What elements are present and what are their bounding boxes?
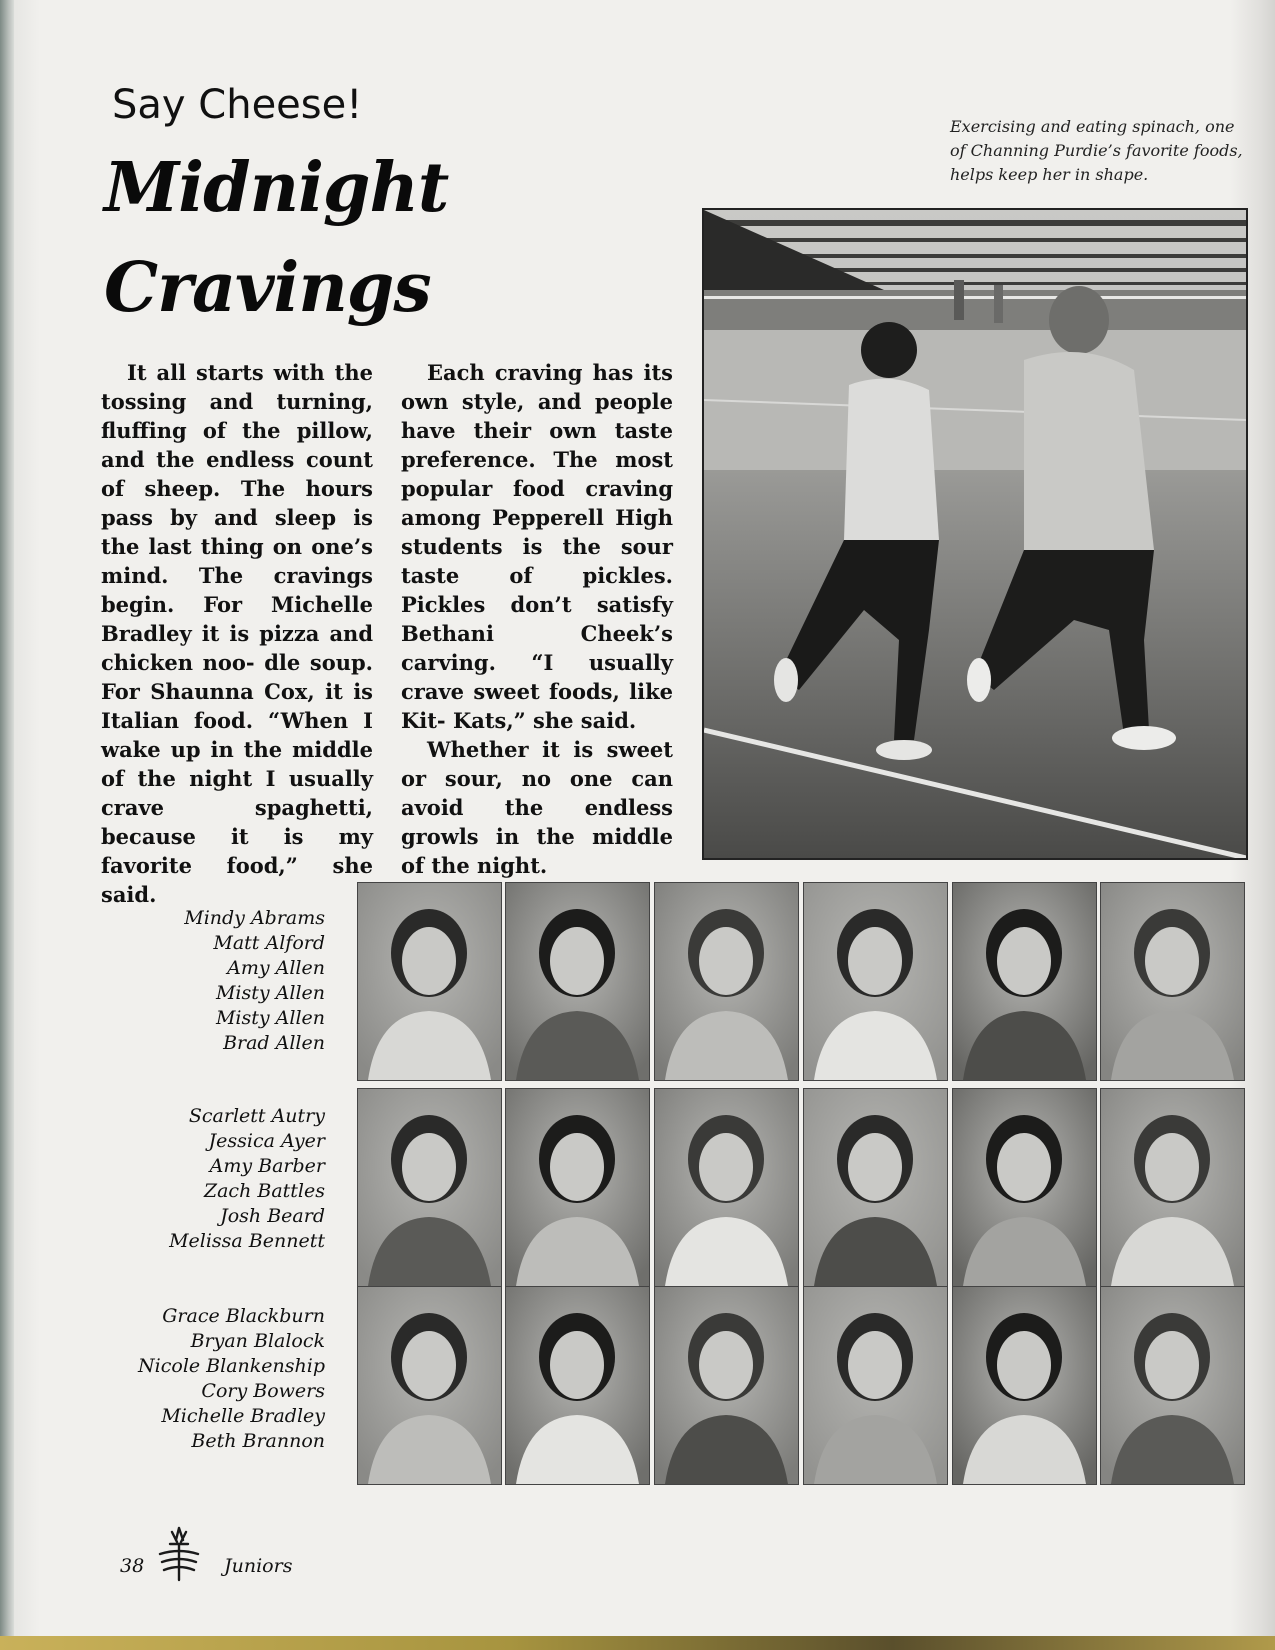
student-name: Melissa Bennett [169,1230,325,1252]
student-portrait [952,1286,1097,1485]
student-portrait [357,882,502,1081]
article-column-2 [401,358,673,880]
student-portrait [654,1088,799,1287]
student-portrait [803,882,948,1081]
bottom-edge [0,1636,1275,1650]
student-name: Misty Allen [215,1007,325,1029]
article-paragraph: Whether it is sweet or sour, no one can avoid the endless growls in the middle of the night. [401,737,673,878]
student-portrait [505,882,650,1081]
student-name: Matt Alford [213,932,325,954]
student-name: Mindy Abrams [184,907,325,929]
title-line-1: Midnight [104,148,449,228]
student-portrait [357,1088,502,1287]
page-number: 38 [120,1555,145,1577]
student-portrait [505,1286,650,1485]
student-name: Josh Beard [220,1205,325,1227]
article-column-1 [101,358,373,909]
student-portrait [952,882,1097,1081]
article-paragraph: Each craving has its own style, and people have their own taste preference. The most popular food craving among Pepperell High students is the sour taste of pickles. Pickles don’t satisfy Bethani Cheek’s carving. “I usually crave sweet foods, like Kit- Kats,” she said. [401,360,673,733]
running-photo-image [704,210,1246,858]
student-portrait [1100,1088,1245,1287]
kicker-heading: Say Cheese! [112,82,363,128]
student-portrait [1100,882,1245,1081]
section-name: Juniors [224,1555,293,1577]
student-name: Cory Bowers [201,1380,325,1402]
page-binding [0,0,14,1650]
student-portrait [654,1286,799,1485]
student-name: Amy Allen [227,957,325,979]
student-name: Grace Blackburn [162,1305,325,1327]
student-name: Jessica Ayer [208,1130,325,1152]
student-name: Scarlett Autry [188,1105,325,1127]
student-name: Misty Allen [215,982,325,1004]
article-paragraph: It all starts with the tossing and turning, fluffing of the pillow, and the endless count of sheep. The hours pass by and sleep is the last thing on one’s mind. The cravings begin. For Michelle Bradley it is pizza and chicken noo- dle soup. For Shaunna Cox, it is Italian food. “When I wake up in the middle of the night I usually crave spaghetti, because it is my favorite food,” she said. [101,360,373,907]
student-name: Michelle Bradley [161,1405,325,1427]
student-portrait [952,1088,1097,1287]
student-name: Beth Brannon [191,1430,325,1452]
portrait-names-row-2 [110,1104,325,1254]
student-name: Amy Barber [209,1155,325,1177]
student-portrait [357,1286,502,1485]
student-portrait [803,1088,948,1287]
portrait-names-row-3 [110,1304,325,1454]
student-name: Zach Battles [203,1180,325,1202]
student-name: Brad Allen [223,1032,325,1054]
title-line-2: Cravings [104,248,431,328]
torch-logo-icon [148,1522,210,1584]
portrait-names-row-1 [110,906,325,1056]
student-portrait [505,1088,650,1287]
student-name: Nicole Blankenship [138,1355,325,1377]
photo-caption: Exercising and eating spinach, one of Channing Purdie’s favorite foods, helps keep her in shape. [950,117,1243,184]
student-portrait [1100,1286,1245,1485]
student-portrait [654,882,799,1081]
student-portrait [803,1286,948,1485]
running-photo [702,208,1248,860]
student-name: Bryan Blalock [190,1330,325,1352]
